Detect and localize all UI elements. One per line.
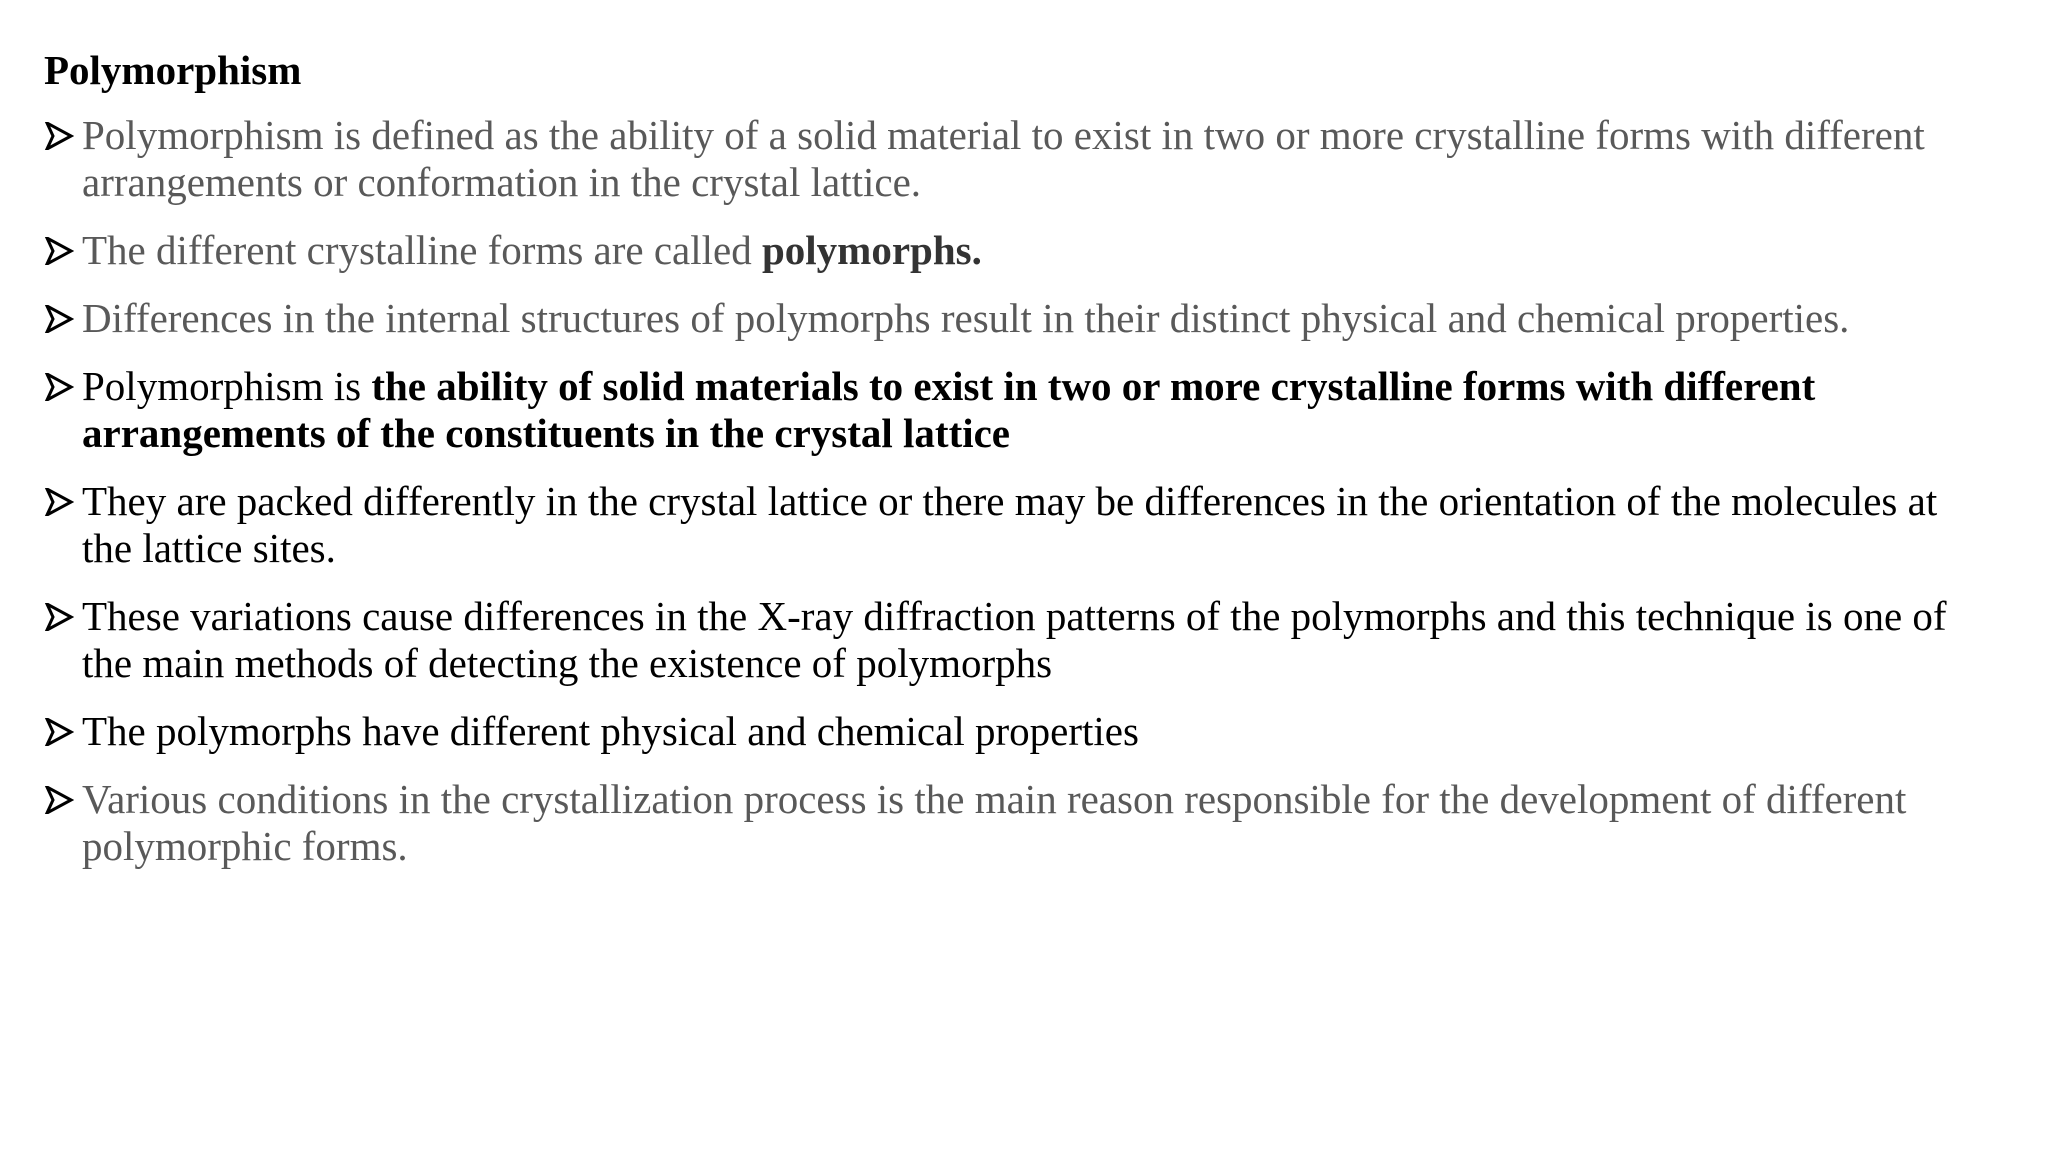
- bullet-text: The polymorphs have different physical and chemical properties: [82, 708, 1139, 754]
- bullet-item-3: [44, 295, 1982, 342]
- slide-title: Polymorphism: [44, 47, 302, 93]
- bullet-item-1: [44, 112, 1982, 206]
- arrowhead-bullet-icon: [44, 373, 74, 401]
- bullet-item-4: [44, 363, 1982, 457]
- bullet-emphasis: polymorphs.: [761, 227, 982, 273]
- bullet-item-7: [44, 708, 1982, 755]
- bullet-item-8: [44, 776, 1982, 870]
- bullet-text: Differences in the internal structures of polymorphs result in their distinct physical and chemical properties.: [82, 295, 1850, 341]
- bullet-item-6: [44, 593, 1982, 687]
- arrowhead-bullet-icon: [44, 237, 74, 265]
- bullet-item-5: [44, 478, 1982, 572]
- bullet-text: Polymorphism is defined as the ability of a solid material to exist in two or more crystalline forms with different arrangements or conformation in the crystal lattice.: [82, 112, 1925, 205]
- bullet-text: These variations cause differences in the X-ray diffraction patterns of the polymorphs and this technique is one of the main methods of detecting the existence of polymorphs: [82, 593, 1947, 686]
- bullet-item-2: [44, 227, 1982, 274]
- arrowhead-bullet-icon: [44, 122, 74, 150]
- arrowhead-bullet-icon: [44, 603, 74, 631]
- bullet-text: Polymorphism is: [82, 363, 372, 409]
- bullet-text: The different crystalline forms are called: [82, 227, 762, 273]
- bullet-text: They are packed differently in the crystal lattice or there may be differences in the orientation of the molecules at the lattice sites.: [82, 478, 1938, 571]
- bullet-list: [44, 112, 1968, 870]
- arrowhead-bullet-icon: [44, 488, 74, 516]
- bullet-text: Various conditions in the crystallization process is the main reason responsible for the development of different polymorphic forms.: [82, 776, 1907, 869]
- arrowhead-bullet-icon: [44, 305, 74, 333]
- arrowhead-bullet-icon: [44, 718, 74, 746]
- arrowhead-bullet-icon: [44, 786, 74, 814]
- bullet-emphasis: the ability of solid materials to exist in two or more crystalline forms with different arrangements of the constituents in the crystal lattice: [82, 363, 1816, 456]
